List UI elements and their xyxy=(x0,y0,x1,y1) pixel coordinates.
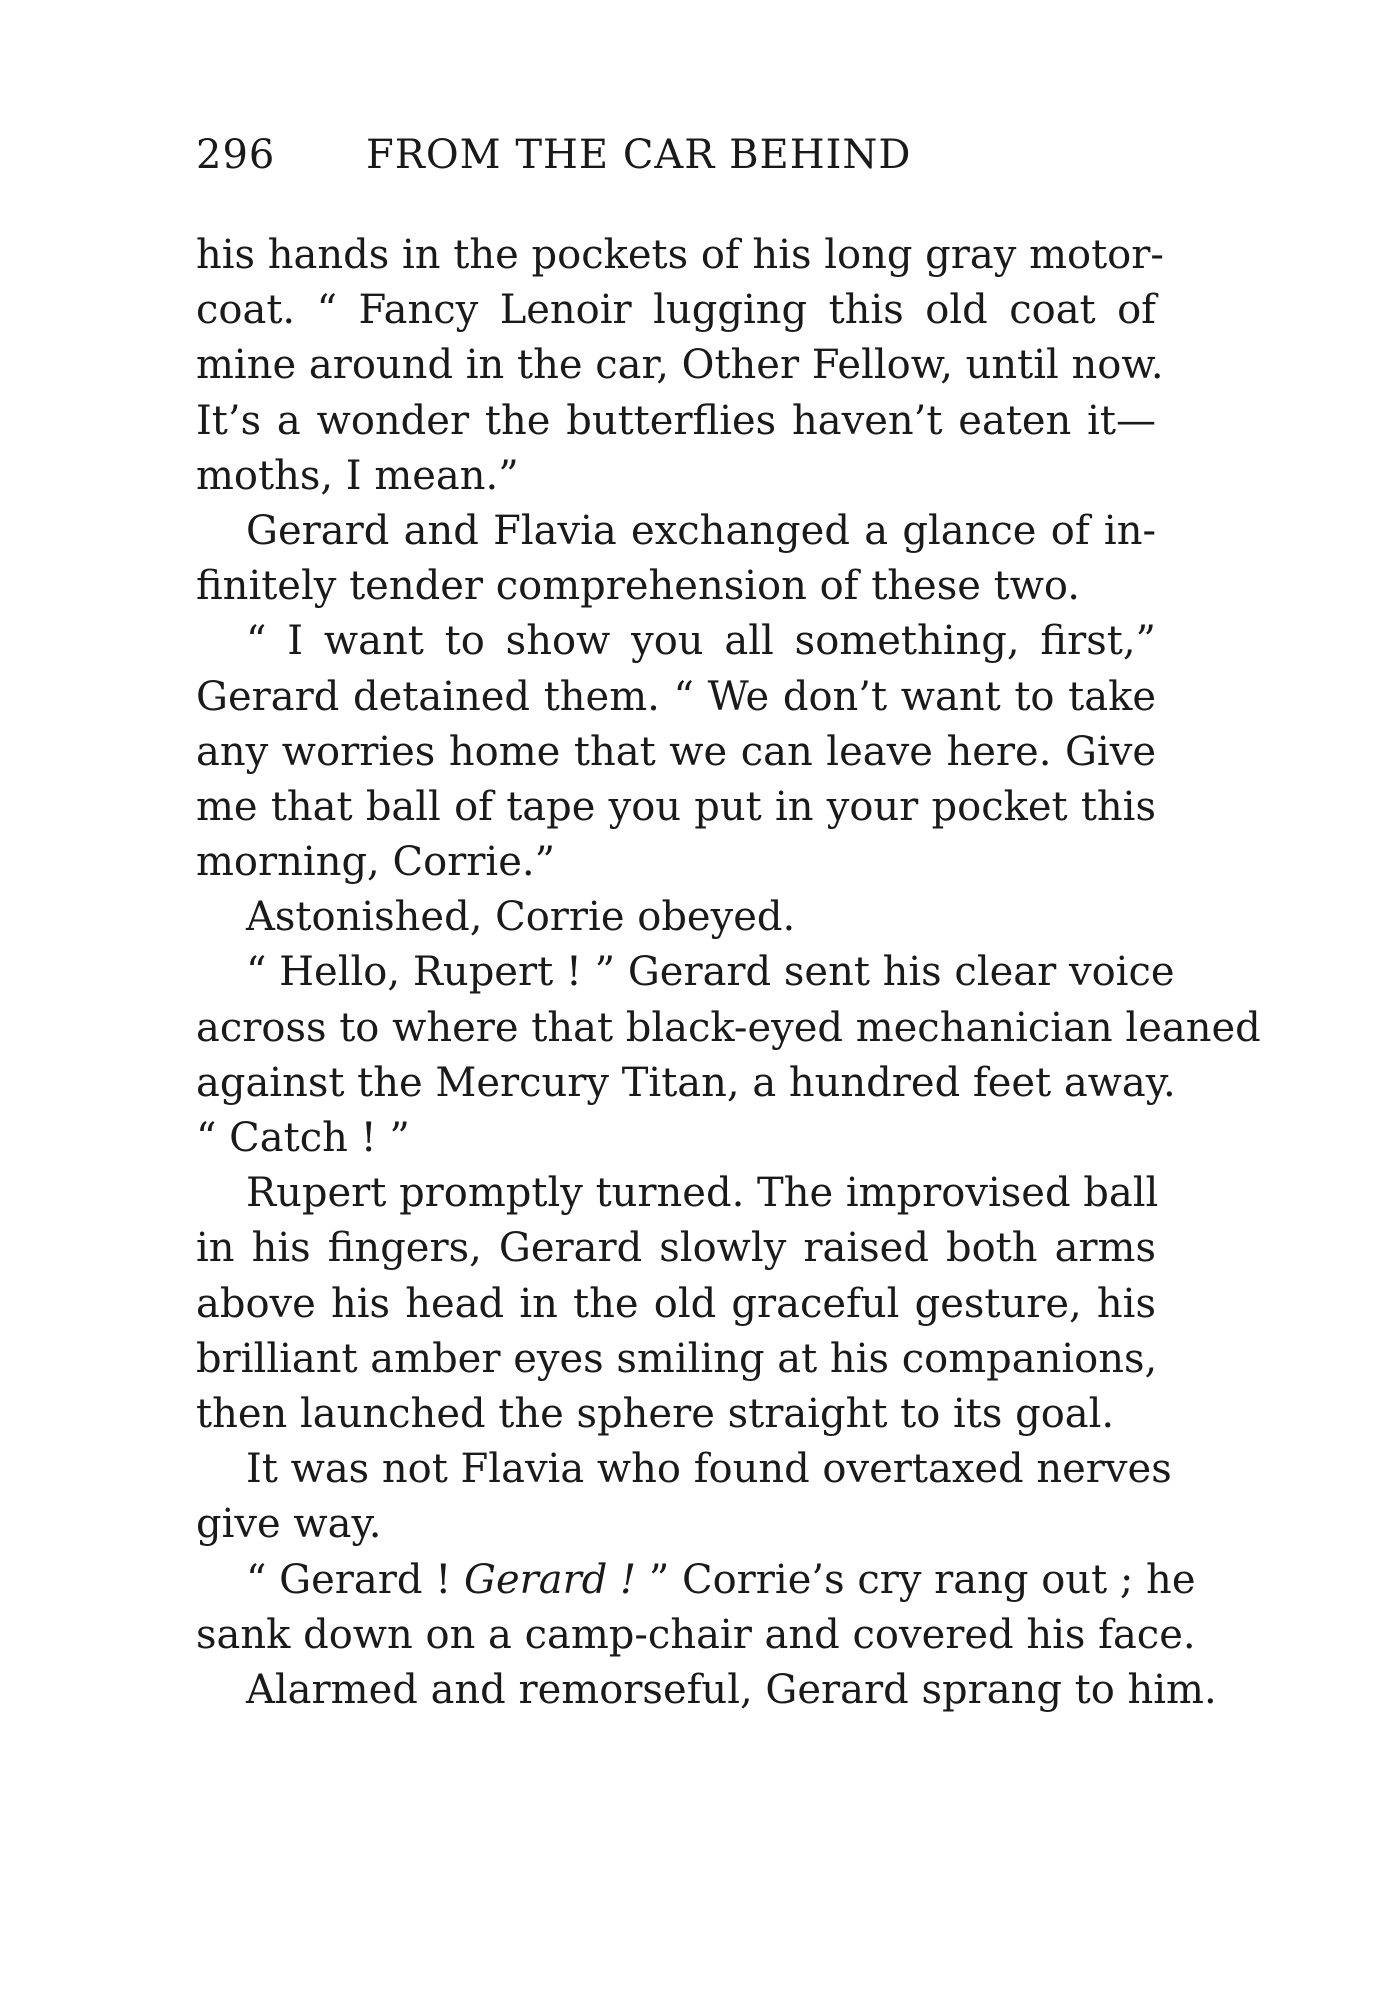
italic-text: Gerard ! xyxy=(464,1556,637,1603)
text-line: coat. “ Fancy Lenoir lugging this old coat of xyxy=(196,287,1156,334)
text-line: “ Hello, Rupert ! ” Gerard sent his clear voice xyxy=(246,949,1175,996)
text-line: moths, I mean.” xyxy=(196,452,519,499)
running-header xyxy=(196,132,1196,192)
text-line: “ Catch ! ” xyxy=(196,1115,410,1161)
text-line: across to where that black-eyed mechanician leaned xyxy=(196,1004,1261,1051)
text-line: any worries home that we can leave here. Give xyxy=(196,728,1156,775)
text-segment: “ Gerard ! xyxy=(246,1556,464,1603)
running-title: FROM THE CAR BEHIND xyxy=(366,132,912,178)
text-line: It’s a wonder the butterflies haven’t eaten it— xyxy=(196,397,1156,444)
text-line xyxy=(196,1553,1196,1608)
text-line: It was not Flavia who found overtaxed nerves xyxy=(246,1446,1172,1493)
text-line: Rupert promptly turned. The improvised ball xyxy=(246,1170,1159,1217)
text-line: against the Mercury Titan, a hundred feet away. xyxy=(196,1059,1176,1106)
text-line: Gerard detained them. “ We don’t want to take xyxy=(196,673,1156,720)
text-line: above his head in the old graceful gesture, his xyxy=(196,1280,1156,1327)
text-line: give way. xyxy=(196,1501,382,1548)
body-text xyxy=(196,228,1261,1718)
text-line: sank down on a camp-chair and covered his face. xyxy=(196,1611,1196,1658)
text-line: in his fingers, Gerard slowly raised both arms xyxy=(196,1225,1156,1272)
text-line: brilliant amber eyes smiling at his companions, xyxy=(196,1335,1158,1382)
text-line: Alarmed and remorseful, Gerard sprang to him. xyxy=(246,1666,1217,1713)
text-line: Gerard and Flavia exchanged a glance of in- xyxy=(246,507,1156,554)
page-number: 296 xyxy=(196,132,276,178)
text-line: finitely tender comprehension of these two. xyxy=(196,563,1081,610)
text-line: mine around in the car, Other Fellow, until now. xyxy=(196,342,1164,389)
text-line: me that ball of tape you put in your pocket this xyxy=(196,783,1156,830)
text-line: “ I want to show you all something, first,” xyxy=(246,618,1156,665)
text-line: Astonished, Corrie obeyed. xyxy=(246,894,796,941)
text-line: morning, Corrie.” xyxy=(196,839,556,886)
text-line: then launched the sphere straight to its goal. xyxy=(196,1390,1115,1437)
text-line: his hands in the pockets of his long gray motor- xyxy=(196,232,1164,278)
text-segment: ” Corrie’s cry rang out ; he xyxy=(636,1556,1196,1603)
